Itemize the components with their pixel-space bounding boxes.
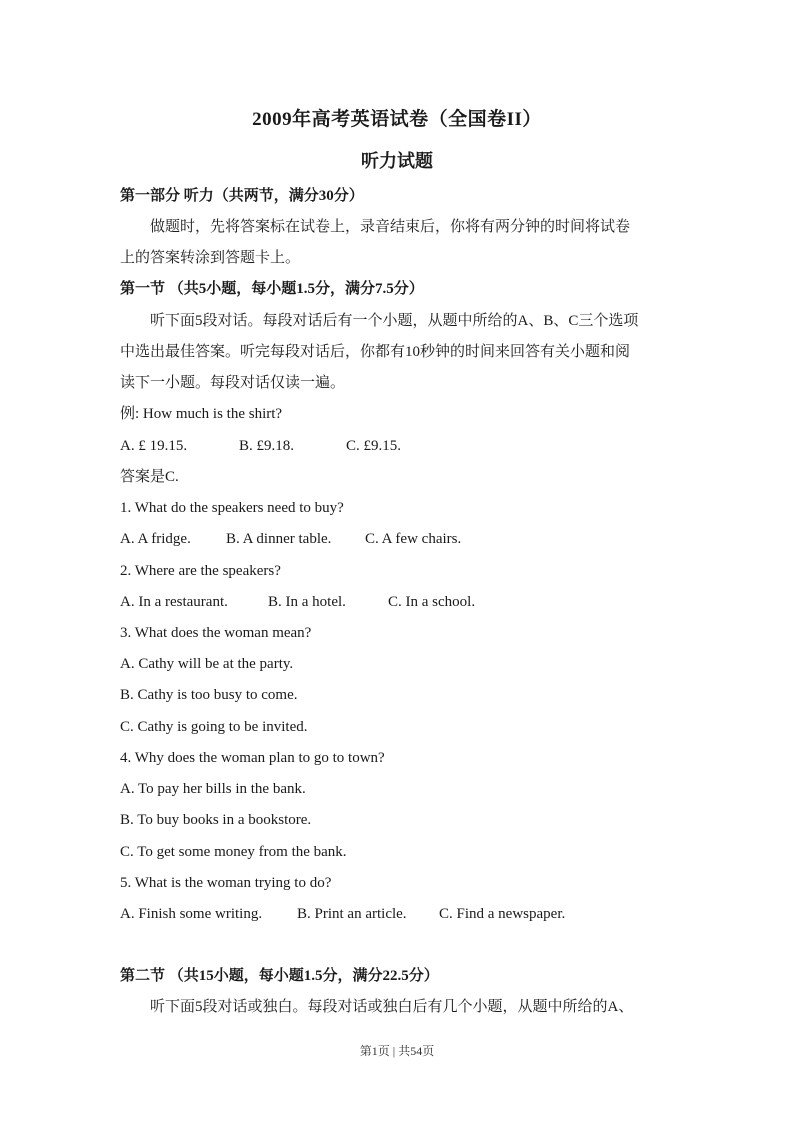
example-option-c: C. £9.15. bbox=[346, 438, 402, 454]
question-1-options bbox=[120, 529, 461, 549]
section1-instruction-line: 读下一小题。每段对话仅读一遍。 bbox=[120, 375, 346, 391]
example-option-b: B. £9.18. bbox=[239, 438, 295, 454]
example-answer: 答案是C. bbox=[120, 469, 179, 485]
question-5-options bbox=[120, 904, 565, 924]
option-a: A. A fridge. bbox=[120, 531, 191, 547]
question-3: 3. What does the woman mean? bbox=[120, 625, 312, 641]
option-a: A. Finish some writing. bbox=[120, 906, 263, 922]
question-1: 1. What do the speakers need to buy? bbox=[120, 500, 344, 516]
section1-instruction-line: 中选出最佳答案。听完每段对话后，你都有10秒钟的时间来回答有关小题和阅 bbox=[120, 344, 631, 360]
option-b: B. To buy books in a bookstore. bbox=[120, 812, 312, 828]
option-c: C. A few chairs. bbox=[365, 531, 462, 547]
section1-heading: 第一节 （共5小题，每小题1.5分，满分7.5分） bbox=[120, 281, 424, 297]
option-c: C. To get some money from the bank. bbox=[120, 844, 347, 860]
page-footer: 第1页 | 共54页 bbox=[359, 1044, 435, 1058]
option-a: A. To pay her bills in the bank. bbox=[120, 781, 306, 797]
part1-instruction-line: 做题时，先将答案标在试卷上，录音结束后，你将有两分钟的时间将试卷 bbox=[150, 219, 631, 235]
option-a: A. In a restaurant. bbox=[120, 594, 228, 610]
option-c: C. Cathy is going to be invited. bbox=[120, 719, 308, 735]
option-b: B. Print an article. bbox=[297, 906, 407, 922]
section2-heading: 第二节 （共15小题，每小题1.5分，满分22.5分） bbox=[120, 968, 439, 984]
example-option-a: A. £ 19.15. bbox=[120, 438, 188, 454]
option-a: A. Cathy will be at the party. bbox=[120, 656, 294, 672]
question-4: 4. Why does the woman plan to go to town? bbox=[120, 750, 385, 766]
part1-instruction-line: 上的答案转涂到答题卡上。 bbox=[120, 250, 301, 266]
example-options bbox=[120, 436, 401, 456]
section2-instruction-line: 听下面5段对话或独白。每段对话或独白后有几个小题，从题中所给的A、 bbox=[150, 999, 634, 1015]
option-c: C. In a school. bbox=[388, 594, 476, 610]
option-c: C. Find a newspaper. bbox=[439, 906, 566, 922]
example-question: 例: How much is the shirt? bbox=[120, 406, 283, 422]
option-b: B. Cathy is too busy to come. bbox=[120, 687, 298, 703]
part1-heading: 第一部分 听力（共两节，满分30分） bbox=[120, 188, 364, 204]
page-subtitle: 听力试题 bbox=[361, 151, 433, 171]
question-2-options bbox=[120, 592, 475, 612]
question-5: 5. What is the woman trying to do? bbox=[120, 875, 332, 891]
section1-instruction-line: 听下面5段对话。每段对话后有一个小题，从题中所给的A、B、C三个选项 bbox=[150, 313, 639, 329]
option-b: B. A dinner table. bbox=[226, 531, 332, 547]
question-2: 2. Where are the speakers? bbox=[120, 563, 281, 579]
page-title: 2009年高考英语试卷（全国卷II） bbox=[252, 109, 542, 130]
option-b: B. In a hotel. bbox=[268, 594, 346, 610]
